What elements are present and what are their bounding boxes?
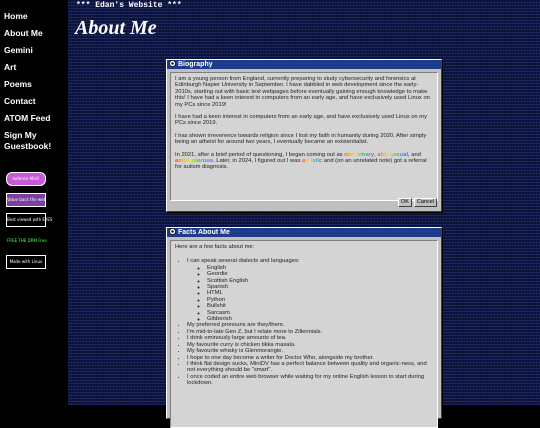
nav-art[interactable]: Art [4, 62, 17, 72]
nav-contact[interactable]: Contact [4, 96, 36, 106]
facts-list [175, 258, 433, 386]
cancel-button[interactable]: Cancel [414, 198, 437, 207]
nav-poems[interactable]: Poems [4, 79, 32, 89]
list-item: • I hope to one day become a writer for Doctor Who, alongside my brother. [187, 355, 433, 361]
text-run: . Later, in 2024, I figured out I was [213, 158, 302, 165]
nav-about-me[interactable]: About Me [4, 28, 43, 38]
dialect-item: ◦ Spanish [207, 284, 433, 290]
facts-titlebar[interactable] [167, 228, 441, 237]
badge-value-web[interactable]: Value back the web [6, 193, 46, 207]
dialect-item: ◦ Sarcasm [207, 310, 433, 316]
window-icon [169, 60, 176, 67]
site-title: *** Edan's Website *** [76, 1, 182, 10]
identity-term: abrosexual [377, 151, 408, 158]
page-heading: About Me [75, 17, 157, 39]
biography-paragraph [175, 152, 433, 171]
biography-paragraph: I have had a keen interest in computers from an early age, and have exclusively used Linux on my PCs since 2019. [175, 114, 427, 127]
badge-nofence-mail[interactable]: nofence Mail! [6, 172, 46, 186]
list-item: • My favourite whisky is Glenmorangie. [187, 348, 433, 354]
nav-home[interactable]: Home [4, 11, 28, 21]
nav-guestbook[interactable]: Sign My Guestbook! [4, 130, 52, 151]
biography-window [166, 59, 442, 212]
identity-term: autistic [301, 158, 323, 165]
window-icon [169, 228, 176, 235]
facts-title: Facts About Me [178, 229, 230, 236]
dialect-item: ◦ HTML [207, 290, 433, 296]
biography-paragraph: I am a young person from England, currently preparing to study cybersecurity and forensics at Edinburgh Napier University in September. I have dabbled in web development since the early-2010s, starting out with basic text webpages before eventually gaining enough knowledge to make this! I have had a keen interest in computers from an early age, and have exclusively used Linux on my PCs since 2019! [175, 76, 430, 108]
list-item [187, 258, 433, 322]
identity-term: non-binary [344, 151, 375, 158]
text-run: , and [408, 151, 421, 158]
dialect-item: ◦ Python [207, 297, 433, 303]
dialect-item: ◦ Geordie [207, 271, 433, 277]
badge-drm-free[interactable]: FREE THE DRM Free [6, 234, 46, 248]
badge-linux[interactable]: Made with Linux [6, 255, 46, 269]
facts-content [170, 240, 438, 428]
badge-eyes[interactable]: Best viewed with EYES [6, 213, 46, 227]
list-item: • My preferred pronouns are they/them. [187, 322, 433, 328]
identity-term: ambiamorous [175, 158, 214, 165]
list-item: • I once coded an entire web browser while waiting for my online English lesson to start during lockdown. [187, 374, 433, 387]
facts-window [166, 227, 442, 419]
text-run: In 2021, after a brief period of questioning, I began coming out as [175, 151, 345, 158]
dialect-item: ◦ Bullshit [207, 303, 433, 309]
main-content [68, 0, 540, 405]
dialect-item: ◦ Gibberish [207, 316, 433, 322]
list-item: • My favourite curry is chicken tikka masala. [187, 342, 433, 348]
facts-intro: Here are a few facts about me: [175, 244, 255, 250]
biography-content [170, 72, 438, 201]
dialect-item: ◦ English [207, 265, 433, 271]
biography-title: Biography [178, 61, 213, 68]
dialog-buttons [396, 190, 437, 208]
sidebar [0, 0, 68, 405]
text-run: , [374, 151, 378, 158]
nav-atom-feed[interactable]: ATOM Feed [4, 113, 51, 123]
text-run: and (on an unrelated note) got a referral for autism diagnosis. [175, 158, 427, 171]
dialect-item: ◦ Scottish English [207, 278, 433, 284]
list-item: • I think flat design sucks, MiniDV has a perfect balance between quality and organic-ness, and not everything should be "smart". [187, 361, 433, 374]
list-item: • I drink ominously large amounts of tea. [187, 335, 433, 341]
biography-paragraph: I has shown irreverence towards religion since I lost my faith in humanity during 2020. After simply being an atheist for around two years, I eventually became an existentialist. [175, 132, 427, 146]
biography-titlebar[interactable] [167, 60, 441, 69]
dialects-label: I can speak several dialects and languages: [187, 258, 300, 265]
dialects-list [187, 265, 433, 323]
ok-button[interactable]: OK [398, 198, 412, 207]
list-item: • I'm mid-to-late Gen Z, but I relate more to Zillennials. [187, 329, 433, 335]
nav-gemini[interactable]: Gemini [4, 45, 33, 55]
